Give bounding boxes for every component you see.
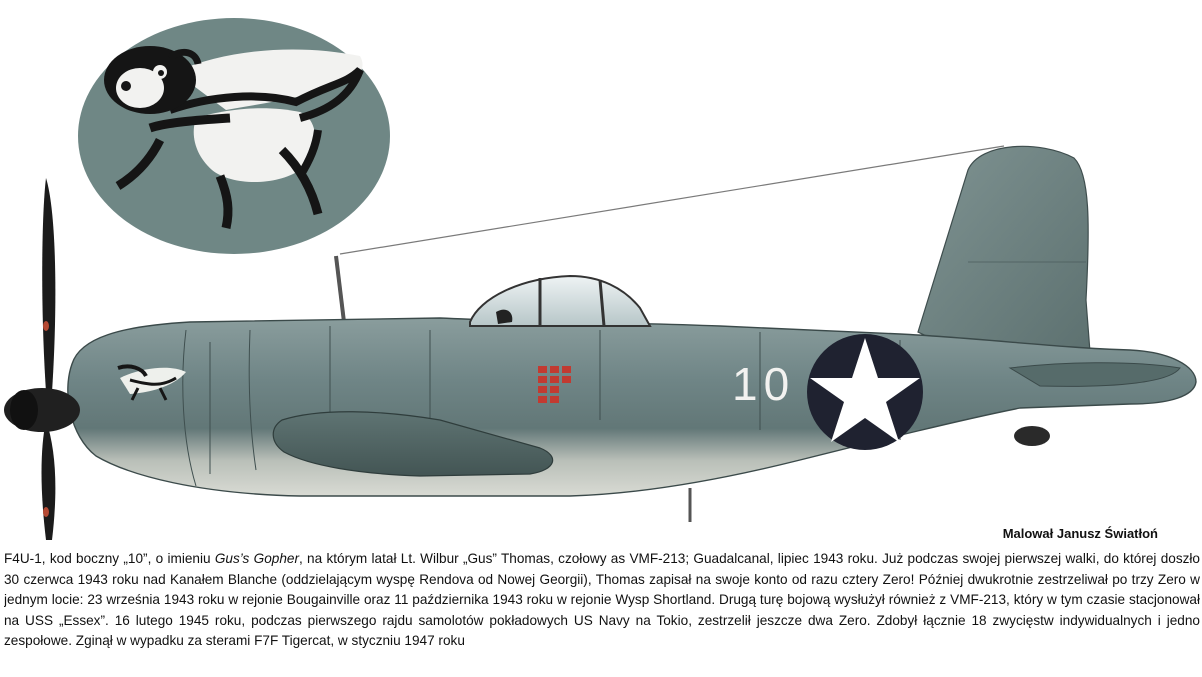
aircraft-name: Gus’s Gopher bbox=[214, 551, 299, 566]
caption-part-2: , na którym latał Lt. Wilbur „Gus” Thomas, czołowy as VMF-213; Guadalcanal, lipiec 1943 roku. Już podczas swojej pierwszej walki, do której doszło 30 czerwca 1943 roku nad Kanałem Blanche (oddzielającym wyspę Rendova od Nowej Georgii), Thomas zapisał na swoje konto od razu cztery Zero! Później dwukrotnie zestrzeliwał po trzy Zero w jednym locie: 23 września 1943 roku w rejonie Bougainville oraz 11 października 1943 roku w rejonie Wysp Shortland. Drugą turę bojową wysłużył również z VMF-213, który w tym czasie stacjonował na USS „Essex”. 16 lutego 1945 roku, podczas pierwszego rajdu samolotów pokładowych US Navy na Tokio, zestrzelił jeszcze dwa Zero. Zdobył łącznie 18 zwycięstw indywidualnych i jedno zespołowe. Zginął w wypadku za sterami F7F Tigercat, w styczniu 1947 roku bbox=[4, 551, 1200, 649]
canopy bbox=[470, 276, 650, 326]
squadron-emblem bbox=[78, 18, 390, 254]
caption-text bbox=[4, 549, 1200, 677]
artist-credit: Malował Janusz Światłoń bbox=[1002, 526, 1158, 541]
tail-wheel bbox=[1014, 426, 1050, 446]
caption-part-1: F4U-1, kod boczny „10”, o imieniu bbox=[4, 551, 215, 566]
antenna-wire bbox=[336, 146, 1004, 322]
national-insignia-roundel bbox=[807, 334, 923, 450]
propeller bbox=[4, 178, 80, 540]
fuselage bbox=[68, 318, 1196, 496]
side-code: 10 bbox=[732, 358, 796, 410]
tail-fin bbox=[918, 146, 1090, 352]
